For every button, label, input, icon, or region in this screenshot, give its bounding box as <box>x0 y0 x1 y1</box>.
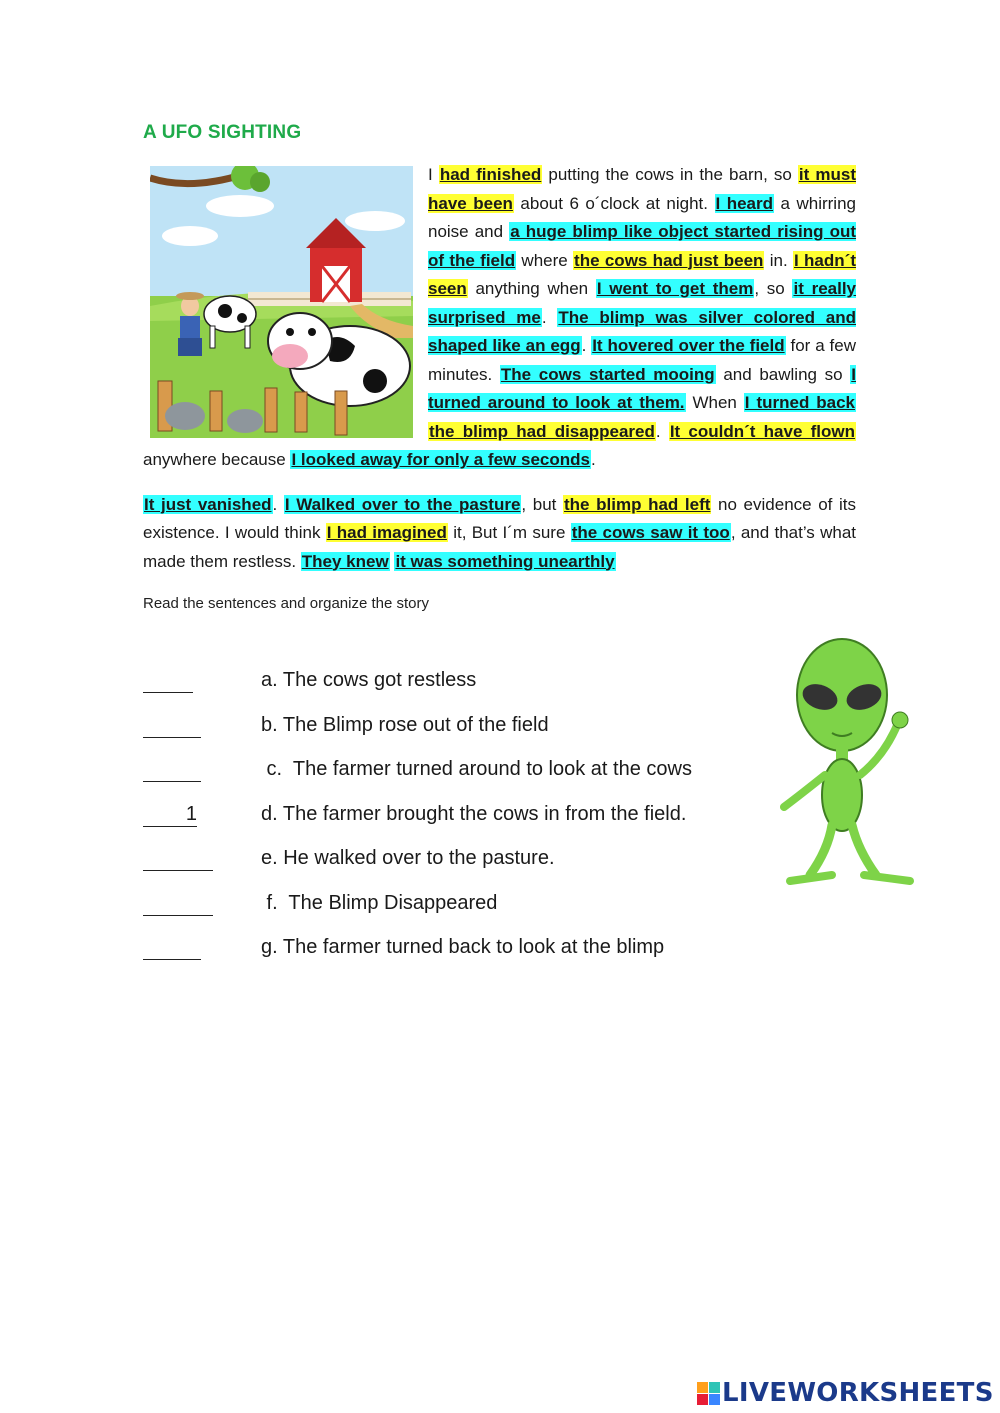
verb-highlight-yellow: It couldn´t have flown <box>669 421 856 441</box>
story-text-run: where <box>516 250 574 270</box>
sentence-text: f. The Blimp Disappeared <box>261 891 498 914</box>
verb-highlight-yellow: the blimp had left <box>564 494 711 514</box>
story-text-run: it, But I´m sure <box>447 523 571 542</box>
list-item <box>143 846 763 891</box>
verb-highlight-yellow: the blimp had disappeared <box>429 421 655 441</box>
story-text-run: anywhere because <box>143 450 291 469</box>
story-text-run: and bawling so <box>715 364 851 384</box>
story-text-run: anything when <box>467 279 596 298</box>
story-text-run: . <box>590 450 596 469</box>
story-text-run: for a few minutes. <box>428 336 857 384</box>
verb-highlight-yellow: it must have been <box>428 165 856 213</box>
verb-highlight-cyan: I heard <box>715 193 774 213</box>
verb-highlight-cyan: it was something unearthly <box>395 551 615 571</box>
ordering-list <box>143 668 763 980</box>
answer-blank[interactable] <box>143 891 213 916</box>
verb-highlight-cyan: it really surprised me <box>428 279 857 327</box>
liveworksheets-logo <box>697 1376 994 1410</box>
verb-highlight-cyan: It hovered over the field <box>592 336 785 355</box>
story-text-run: . <box>541 307 558 327</box>
worksheet-title: A UFO SIGHTING <box>143 122 302 143</box>
verb-highlight-cyan: I Walked over to the pasture <box>284 494 521 514</box>
sentence-text: g. The farmer turned back to look at the blimp <box>261 936 665 958</box>
story-text-run: no evidence of its existence. I would think <box>143 494 857 542</box>
story-text-run: , so <box>754 279 793 298</box>
story-paragraph-2 <box>143 491 856 577</box>
story-text <box>143 161 856 576</box>
story-text-run: about 6 o´clock at night. <box>513 193 715 213</box>
sentence-text: d. The farmer brought the cows in from the field. <box>261 802 687 825</box>
logo-text: LIVEWORKSHEETS <box>722 1378 994 1408</box>
verb-highlight-cyan: The cows started mooing <box>500 364 715 384</box>
verb-highlight-cyan: the cows saw it too <box>571 523 730 542</box>
verb-highlight-cyan: a huge blimp like object started rising out of the field <box>428 222 857 270</box>
answer-blank[interactable] <box>143 935 201 960</box>
verb-highlight-cyan: I turned back <box>744 393 855 412</box>
story-text-run: . <box>272 494 284 514</box>
verb-highlight-cyan: It just vanished <box>144 494 272 514</box>
illustration-space <box>143 161 428 443</box>
verb-highlight-yellow: I had imagined <box>326 523 447 542</box>
alien-illustration <box>780 635 920 890</box>
story-text-run: . <box>581 336 592 355</box>
sentence-text: e. He walked over to the pasture. <box>261 847 555 869</box>
logo-icon <box>697 1382 720 1405</box>
answer-blank[interactable]: 1 <box>143 802 197 827</box>
story-text-run: I <box>428 165 439 184</box>
list-item <box>143 668 763 713</box>
list-item <box>143 713 763 758</box>
sentence-text: b. The Blimp rose out of the field <box>261 713 549 736</box>
answer-blank[interactable] <box>143 668 193 693</box>
verb-highlight-cyan: I looked away for only a few seconds <box>291 450 590 469</box>
story-text-run: putting the cows in the barn, so <box>542 165 798 184</box>
answer-blank[interactable] <box>143 757 201 782</box>
story-text-run: in. <box>764 250 794 270</box>
story-text-run: , and that’s what made them restless. <box>143 523 856 571</box>
verb-highlight-cyan: The blimp was silver colored and shaped like an egg <box>428 307 856 355</box>
answer-blank[interactable] <box>143 713 201 738</box>
story-text-run: , but <box>521 494 564 514</box>
verb-highlight-cyan: They knew <box>301 551 389 571</box>
story-text-run: When <box>685 393 744 412</box>
list-item <box>143 757 763 802</box>
verb-highlight-yellow: the cows had just been <box>574 250 764 270</box>
list-item <box>143 891 763 936</box>
answer-blank[interactable] <box>143 846 213 871</box>
verb-highlight-yellow: had finished <box>439 165 542 184</box>
sentence-text: a. The cows got restless <box>261 669 477 691</box>
instruction-text: Read the sentences and organize the story <box>143 595 430 612</box>
verb-highlight-cyan: I turned around to look at them. <box>428 364 856 412</box>
list-item <box>143 802 763 847</box>
verb-highlight-yellow: I hadn´t seen <box>428 250 856 298</box>
story-text-run: . <box>655 421 669 441</box>
list-item <box>143 935 763 980</box>
sentence-text: c. The farmer turned around to look at the cows <box>261 758 692 780</box>
verb-highlight-cyan: I went to get them <box>596 279 754 298</box>
story-text-run: a whirring noise and <box>428 193 856 241</box>
